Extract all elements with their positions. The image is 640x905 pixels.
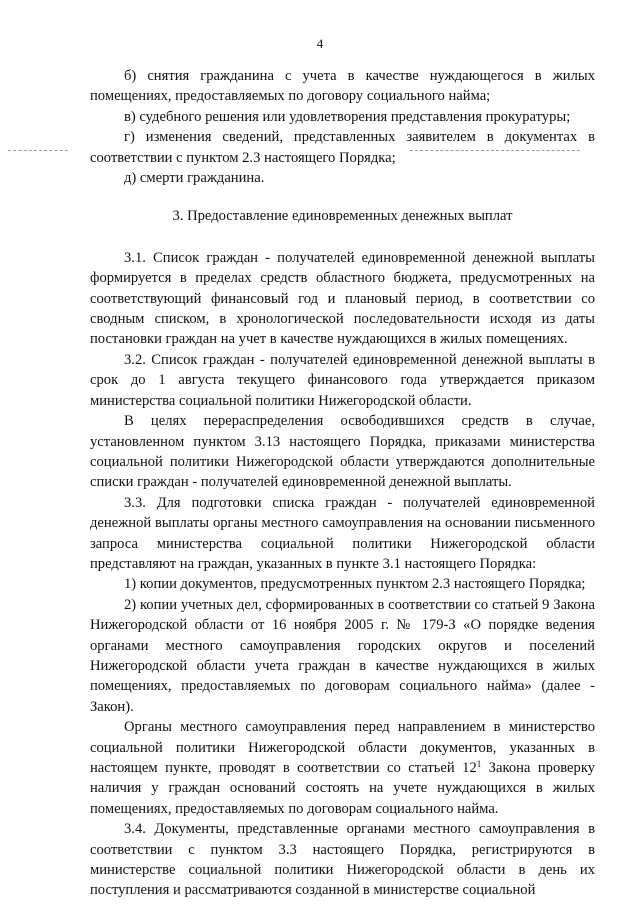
- paragraph-3-3-verification: [90, 717, 595, 819]
- paragraph-v: в) судебного решения или удовлетворения представления прокуратуры;: [124, 108, 571, 125]
- paragraph-3-1: 3.1. Список граждан - получателей единовременной денежной выплаты формируется в пределах средств областного бюджета, предусмотренных на соответствующий финансовый год и плановый период, в соответствии со сводным списком, в хронологической последовательности исходя из даты постановки граждан на учет в качестве нуждающихся в жилых помещениях.: [90, 249, 595, 348]
- document-body: [90, 66, 595, 901]
- paragraph-text-part: Органы местного самоуправления перед направлением в министерство социальной политики Нижегородской области документов, указанных в настоящем пункте, проводят в соответствии со статьей 12: [90, 719, 595, 776]
- page-number: 4: [316, 36, 324, 51]
- article-superscript: 1: [476, 759, 482, 769]
- paragraph-d: д) смерти гражданина.: [124, 170, 265, 187]
- paragraph-g: г) изменения сведений, представленных заявителем в документах в соответствии с пунктом 2.3 настоящего Порядка;: [90, 129, 595, 166]
- paragraph-3-4: 3.4. Документы, представленные органами местного самоуправления в соответствии с пунктом 3.3 настоящего Порядка, регистрируются в министерстве социальной политики Нижегородской области в день их поступления и рассматриваются созданной в министерстве социальной: [90, 821, 595, 899]
- paragraph-3-2: 3.2. Список граждан - получателей единовременной денежной выплаты в срок до 1 августа текущего финансового года утверждается приказом министерства социальной политики Нижегородской области.: [90, 351, 595, 409]
- paragraph-3-3-item-1: 1) копии документов, предусмотренных пунктом 2.3 настоящего Порядка;: [124, 576, 586, 593]
- paragraph-text-part: Закона проверку наличия у граждан оснований состоять на учете нуждающихся в жилых помещениях, предоставляемых по договорам социального найма.: [90, 760, 596, 817]
- paragraph-b: б) снятия гражданина с учета в качестве нуждающегося в жилых помещениях, предоставляемых по договору социального найма;: [90, 68, 595, 105]
- paragraph-3-2-additional: В целях перераспределения освободившихся средств в случае, установленном пунктом 3.13 настоящего Порядка, приказами министерства социальной политики Нижегородской области утверждаются дополнительные списки граждан - получателей единовременной денежной выплаты.: [90, 413, 595, 491]
- paragraph-3-3-item-2: 2) копии учетных дел, сформированных в соответствии со статьей 9 Закона Нижегородской области от 16 ноября 2005 г. № 179-З «О порядке ведения органами местного самоуправления городских округов и поселений Нижегородской области учета граждан в качестве нуждающихся в жилых помещениях, предоставляемых по договорам социального найма» (далее - Закон).: [90, 596, 595, 715]
- paragraph-3-3: 3.3. Для подготовки списка граждан - получателей единовременной денежной выплаты органы местного самоуправления на основании письменного запроса министерства социальной политики Нижегородской области представляют на граждан, указанных в пункте 3.1 настоящего Порядка:: [90, 494, 595, 572]
- scan-artifact-line-left: [8, 150, 68, 151]
- section-heading: 3. Предоставление единовременных денежных выплат: [172, 208, 513, 225]
